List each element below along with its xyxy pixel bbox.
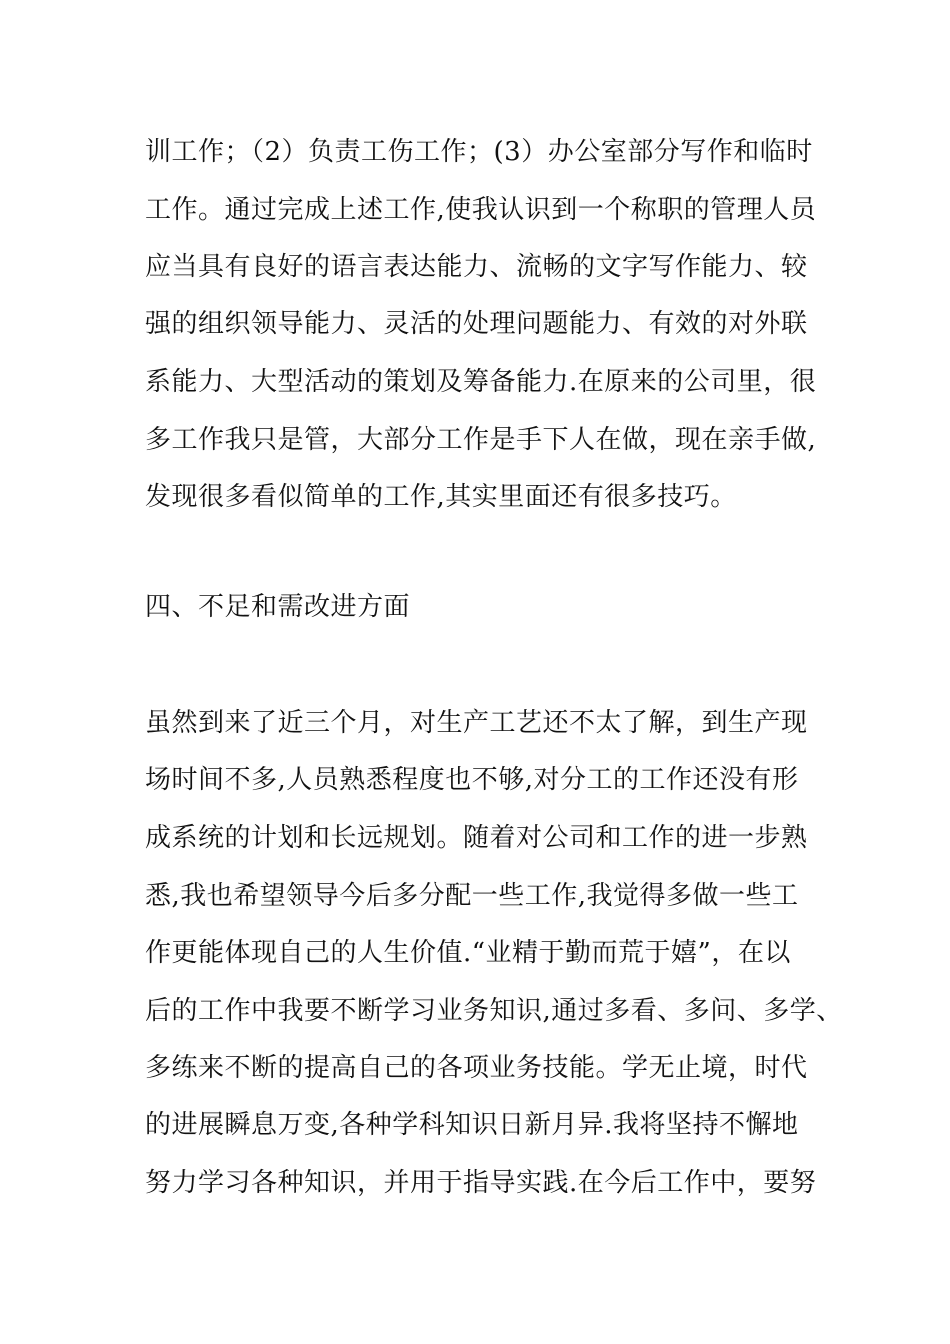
paragraph-2-line-8: 的进展瞬息万变,各种学科知识日新月异.我将坚持不懈地 xyxy=(145,1110,799,1140)
paragraph-2-line-7: 多练来不断的提高自己的各项业务技能。学无止境，时代 xyxy=(145,1053,808,1083)
paragraph-1-line-7: 发现很多看似简单的工作,其实里面还有很多技巧。 xyxy=(145,482,737,512)
paragraph-1-line-2: 工作。通过完成上述工作,使我认识到一个称职的管理人员 xyxy=(145,195,817,225)
paragraph-1-line-6: 多工作我只是管，大部分工作是手下人在做，现在亲手做, xyxy=(145,425,817,455)
section-heading: 四、不足和需改进方面 xyxy=(145,592,411,622)
paragraph-2-line-2: 场时间不多,人员熟悉程度也不够,对分工的工作还没有形 xyxy=(145,765,799,795)
paragraph-2-line-1: 虽然到来了近三个月，对生产工艺还不太了解，到生产现 xyxy=(145,708,808,738)
paragraph-2-line-9: 努力学习各种知识，并用于指导实践.在今后工作中，要努 xyxy=(145,1168,817,1198)
paragraph-1-line-3: 应当具有良好的语言表达能力、流畅的文字写作能力、较 xyxy=(145,252,808,282)
paragraph-1-line-4: 强的组织领导能力、灵活的处理问题能力、有效的对外联 xyxy=(145,309,808,339)
paragraph-2-line-4: 悉,我也希望领导今后多分配一些工作,我觉得多做一些工 xyxy=(145,881,799,911)
paragraph-1-line-1: 训工作；（2）负责工伤工作；(3）办公室部分写作和临时 xyxy=(145,137,813,167)
paragraph-2-line-3: 成系统的计划和长远规划。随着对公司和工作的进一步熟 xyxy=(145,823,808,853)
paragraph-1-line-5: 系能力、大型活动的策划及筹备能力.在原来的公司里，很 xyxy=(145,367,817,397)
paragraph-2-line-6: 后的工作中我要不断学习业务知识,通过多看、多问、多学、 xyxy=(145,996,843,1026)
paragraph-2-line-5: 作更能体现自己的人生价值.“业精于勤而荒于嬉”，在以 xyxy=(145,938,791,968)
